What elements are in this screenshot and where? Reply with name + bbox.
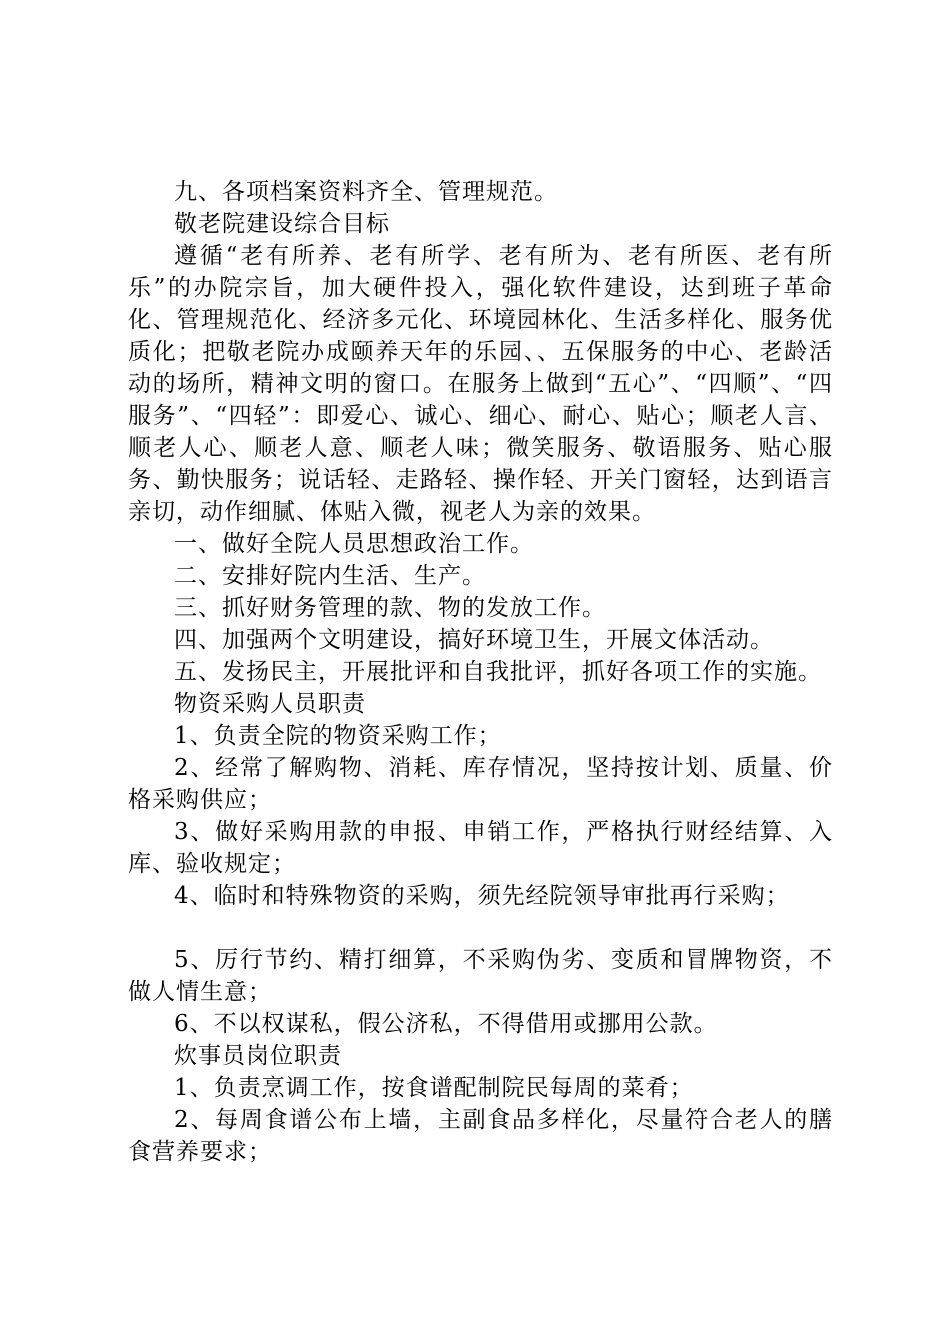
section-heading-cook-duties: 炊事员岗位职责 bbox=[174, 1043, 342, 1069]
purchasing-duty-4: 4、临时和特殊物资的采购，须先经院领导审批再行采购； bbox=[174, 883, 790, 909]
list-item-5: 五、发扬民主，开展批评和自我批评，抓好各项工作的实施。 bbox=[174, 659, 822, 685]
section-heading-purchasing-duties: 物资采购人员职责 bbox=[174, 691, 366, 717]
list-item-1: 一、做好全院人员思想政治工作。 bbox=[174, 531, 534, 557]
purchasing-duty-5: 5、厉行节约、精打细算，不采购伪劣、变质和冒牌物资，不做人情生意； bbox=[128, 947, 833, 1005]
paragraph-item-9: 九、各项档案资料齐全、管理规范。 bbox=[174, 179, 558, 205]
purchasing-duty-1: 1、负责全院的物资采购工作； bbox=[174, 723, 502, 749]
purchasing-duty-3: 3、做好采购用款的申报、申销工作，严格执行财经结算、入库、验收规定； bbox=[128, 819, 833, 877]
purchasing-duty-2: 2、经常了解购物、消耗、库存情况，坚持按计划、质量、价格采购供应； bbox=[128, 755, 833, 813]
purchasing-duty-6: 6、不以权谋私，假公济私，不得借用或挪用公款。 bbox=[174, 1011, 718, 1037]
blank-line bbox=[128, 912, 833, 944]
list-item-2: 二、安排好院内生活、生产。 bbox=[174, 563, 486, 589]
paragraph-goals-body: 遵循“老有所养、老有所学、老有所为、老有所医、老有所乐”的办院宗旨，加大硬件投入，强化软件建设，达到班子革命化、管理规范化、经济多元化、环境园林化、生活多样化、服务优质化；把敬老院办成颐养天年的乐园、、五保服务的中心、老龄活动的场所，精神文明的窗口。在服务上做到“五心”、“四顺”、“四服务”、“四轻”：即爱心、诚心、细心、耐心、贴心；顺老人言、顺老人心、顺老人意、顺老人味；微笑服务、敬语服务、贴心服务、勤快服务；说话轻、走路轻、操作轻、开关门窗轻，达到语言亲切，动作细腻、体贴入微，视老人为亲的效果。 bbox=[128, 243, 833, 525]
list-item-4: 四、加强两个文明建设，搞好环境卫生，开展文体活动。 bbox=[174, 627, 774, 653]
cook-duty-2: 2、每周食谱公布上墙，主副食品多样化，尽量符合老人的膳食营养要求； bbox=[128, 1107, 833, 1165]
cook-duty-1: 1、负责烹调工作，按食谱配制院民每周的菜肴； bbox=[174, 1075, 694, 1101]
document-body bbox=[128, 176, 833, 1168]
list-item-3: 三、抓好财务管理的款、物的发放工作。 bbox=[174, 595, 606, 621]
section-heading-nursing-home-goals: 敬老院建设综合目标 bbox=[174, 211, 390, 237]
